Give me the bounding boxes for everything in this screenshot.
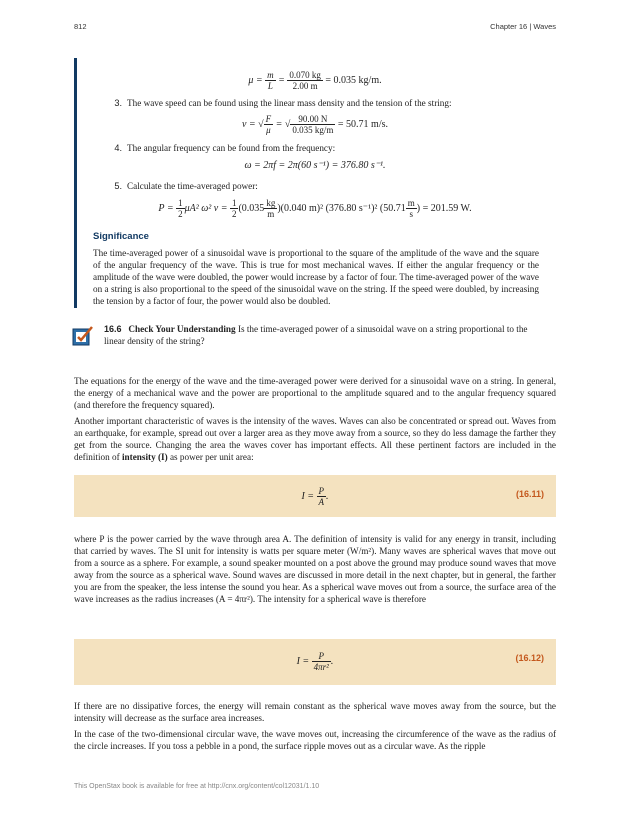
equation-number: (16.11) <box>515 489 544 499</box>
paragraph-intensity-definition: where P is the power carried by the wave through area A. The definition of intensity is valid for any energy in transit, including that carried by waves. The SI unit for intensity is watts per square meter (W/m²). Many waves are spherical waves that move out from a source as a sphere. For example, a sound speaker mounted on a post above the ground may produce sound waves that move away from the source as a spherical wave. Sound waves are discussed in more detail in the next chapter, but in general, the farther you are from the speaker, the less intense the sound you hear. As a spherical wave moves out from a source, the surface area of the wave increases as the radius increases (A = 4πr²). The intensity for a spherical wave is therefore <box>74 534 556 604</box>
paragraph-intensity-intro: Another important characteristic of waves is the intensity of the waves. Waves can also be concentrated or spread out. Waves from an earthquake, for example, spread out over a larger area as they move away from a source, so they do less damage the farther they get from the source. Changing the area the waves cover has important effects. All these pertinent factors are included in the definition of intensity (I) as power per unit area: <box>74 416 556 462</box>
equation-linear-density: μ = $\frac{m}{L}$ = $\frac{0.070 kg}{2.00 m}$ = 0.035 kg/m. <box>248 70 382 91</box>
paragraph-energy-general: The equations for the energy of the wave and the time-averaged power were derived for a sinusoidal wave on a string. In general, the energy of a mechanical wave and the power are proportional to the amplitude squared and to the angular frequency squared (and therefore the frequency squared). <box>74 376 556 410</box>
significance-heading: Significance <box>93 231 149 242</box>
page-number: 812 <box>74 22 87 31</box>
equation-average-power: P = $\frac{1}{2}$ μA² ω² v = $\frac{1}{2}$ (0.035 $\frac{kg}{m}$ )(0.040 m)² (376.80 s⁻¹)² (50.71 $\frac{m}{s}$ ) = 201.59 W. <box>158 198 472 219</box>
example-sidebar-rule <box>74 58 77 308</box>
significance-body: The time-averaged power of a sinusoidal wave is proportional to the square of the amplitude of the wave and the square of the angular frequency of the wave. This is true for most mechanical waves. If either the angular frequency or the amplitude of the wave were doubled, the power would increase by a factor of four. The time-averaged power of the wave on a string is also proportional to the speed of the sinusoidal wave on the string. If the speed were doubled, by increasing the tension by a factor of four, the power would also be doubled. <box>93 248 539 306</box>
equation-box-16-12 <box>74 639 556 685</box>
equation-number: (16.12) <box>515 653 544 663</box>
equation-box-16-11 <box>74 475 556 517</box>
check-your-understanding: 16.6 Check Your Understanding Is the time-averaged power of a sinusoidal wave on a string proportional to the linear density of the string? <box>104 324 528 346</box>
equation-intensity: I = $\frac{P}{A}$ . <box>301 486 329 507</box>
chapter-title: Chapter 16 | Waves <box>490 22 556 31</box>
check-understanding-icon <box>72 325 94 347</box>
paragraph-dissipative: If there are no dissipative forces, the energy will remain constant as the spherical wave moves away from the source, but the intensity will decrease as the surface area increases. <box>74 701 556 723</box>
paragraph-circular-wave: In the case of the two-dimensional circular wave, the wave moves out, increasing the circumference of the wave as the radius of the circle increases. If you toss a pebble in a pond, the surface ripple moves out as a circular wave. As the ripple <box>74 729 556 751</box>
footer-text: This OpenStax book is available for free at http://cnx.org/content/col12031/1.10 <box>74 783 320 790</box>
equation-spherical-intensity: I = $\frac{P}{\text{4πr²}}$ . <box>296 651 334 672</box>
equation-angular-frequency: ω = 2πf = 2π(60 s⁻¹) = 376.80 s⁻¹. <box>244 160 386 171</box>
equation-wave-speed: v = √ $\frac{F}{\mu}$ = √ $\frac{90.00 N}{0.035 kg/m}$ = 50.71 m/s. <box>241 114 389 135</box>
